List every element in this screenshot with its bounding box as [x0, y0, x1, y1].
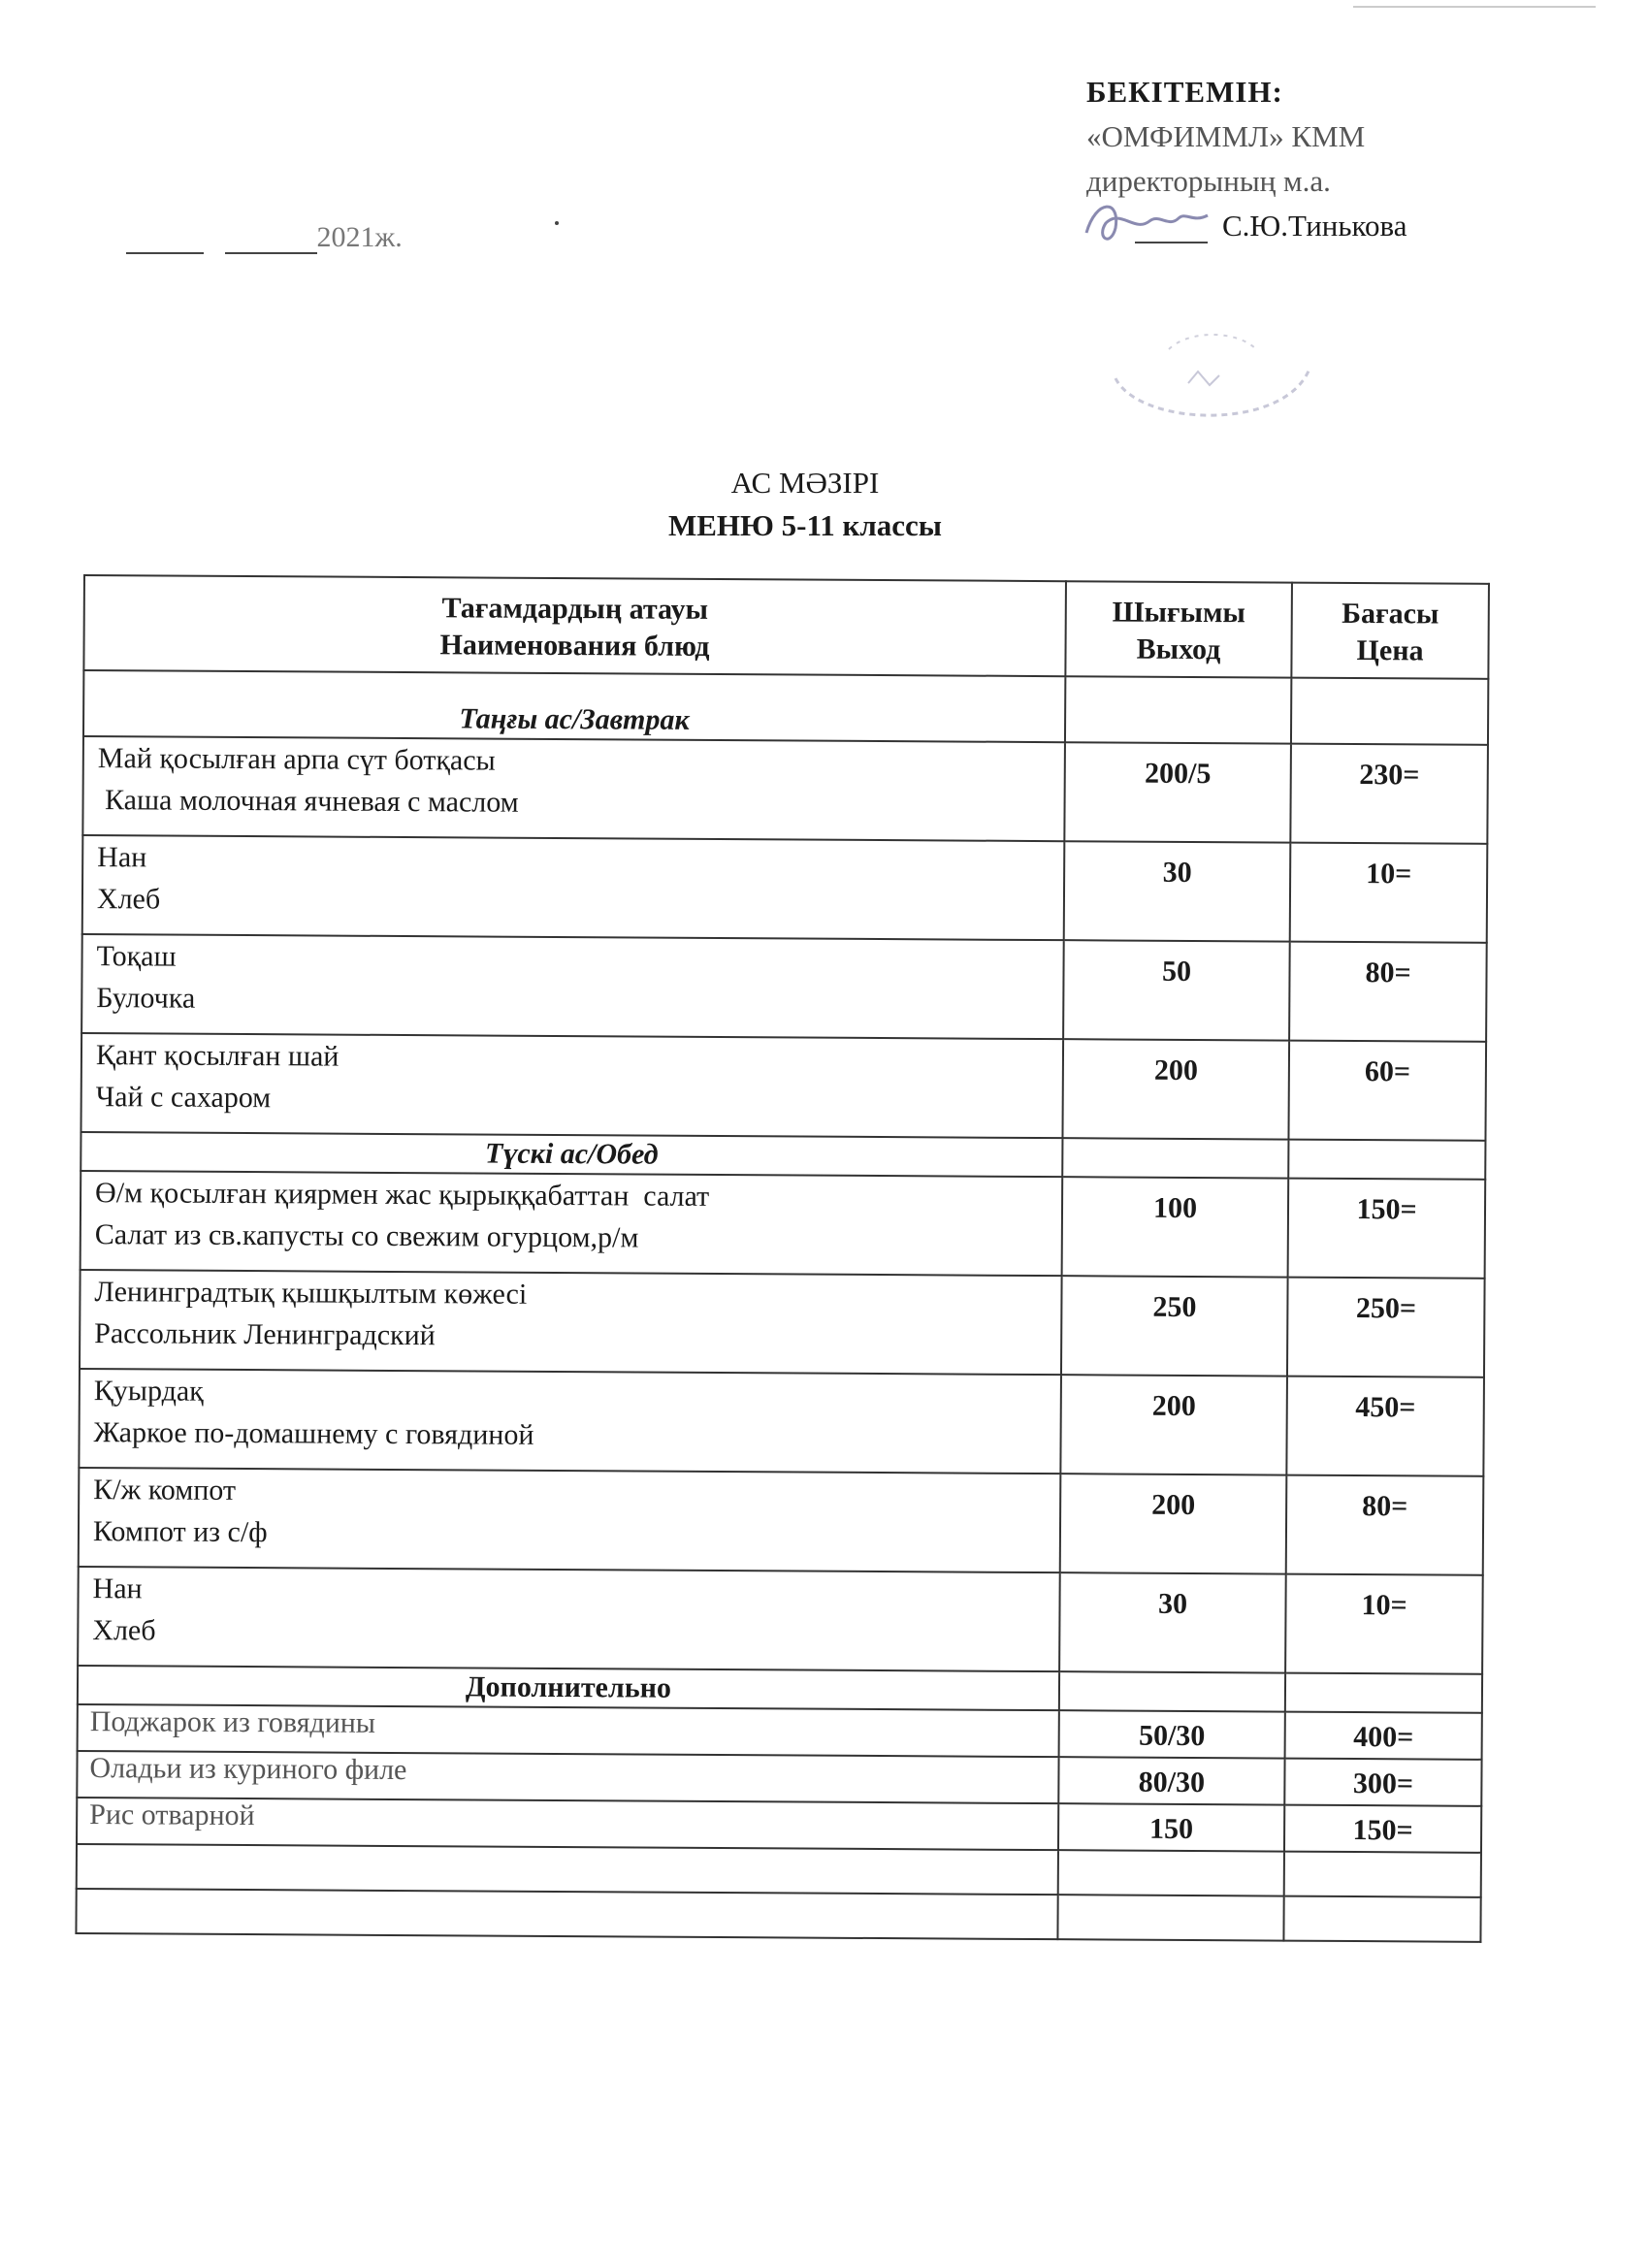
- empty-row: [76, 1889, 1480, 1942]
- table-row: [77, 1751, 1481, 1806]
- table-row: [78, 1704, 1482, 1760]
- section-empty-cell: [1291, 678, 1488, 745]
- dish-price: 60=: [1289, 1041, 1487, 1141]
- header-price-kz: Бағасы: [1342, 597, 1439, 631]
- table-row: [79, 1468, 1484, 1575]
- empty-cell: [76, 1889, 1057, 1939]
- dish-price: 250=: [1287, 1278, 1485, 1377]
- table-row: [81, 1171, 1486, 1279]
- header-dish-name: [83, 575, 1065, 676]
- dish-name-ru: Каша молочная ячневая с маслом: [97, 784, 519, 819]
- section-empty-cell: [1285, 1673, 1482, 1713]
- dish-name: Рис отварной: [77, 1798, 1058, 1850]
- section-title-lunch: Түскі ас/Обед: [81, 1132, 1062, 1177]
- empty-cell: [1057, 1895, 1283, 1940]
- dish-name: Оладьи из куриного филе: [77, 1751, 1058, 1803]
- empty-cell: [1284, 1852, 1481, 1897]
- dish-yield: 50: [1063, 940, 1290, 1040]
- dish-price: 450=: [1286, 1377, 1484, 1476]
- section-empty-cell: [1062, 1138, 1288, 1178]
- document-title: АС МӘЗІРІ: [730, 466, 880, 500]
- dish-name-cell: [81, 1171, 1062, 1276]
- table-header-row: [83, 575, 1489, 679]
- table-row: [81, 934, 1487, 1042]
- dish-name-cell: [81, 934, 1063, 1039]
- section-empty-cell: [1288, 1140, 1485, 1180]
- dish-name-cell: [82, 835, 1064, 940]
- table-row: [79, 1369, 1484, 1476]
- header-dish-name-kz: Тағамдардың атауы: [441, 592, 709, 626]
- dish-name-ru: Компот из с/ф: [92, 1515, 268, 1549]
- dish-name-kz: Май қосылған арпа сүт ботқасы: [97, 742, 496, 777]
- dish-price: 300=: [1284, 1759, 1481, 1806]
- section-title-breakfast: Таңғы ас/Завтрак: [83, 670, 1065, 742]
- empty-cell: [77, 1844, 1058, 1895]
- table-row: [77, 1798, 1481, 1853]
- dish-name-kz: Ленинградтық қышқылтым көжесі: [94, 1276, 528, 1311]
- dish-name-cell: [78, 1567, 1059, 1671]
- dish-name-cell: [80, 1270, 1061, 1375]
- dish-yield: 200: [1060, 1474, 1287, 1573]
- section-empty-cell: [1065, 676, 1292, 743]
- table-row: [82, 736, 1488, 844]
- table-row: [78, 1567, 1483, 1674]
- dish-name-kz: Қуырдақ: [93, 1375, 204, 1408]
- approval-block: [1086, 70, 1494, 243]
- dish-yield: 50/30: [1058, 1710, 1284, 1758]
- table-row: [80, 1270, 1485, 1377]
- dish-name-cell: [82, 736, 1064, 841]
- dish-name-kz: Нан: [97, 841, 147, 874]
- dish-yield: 150: [1058, 1803, 1284, 1851]
- signature-mark: [1077, 194, 1212, 252]
- approval-position: директорының м.а.: [1086, 164, 1331, 198]
- dish-yield: 200/5: [1064, 742, 1291, 842]
- dish-yield: 30: [1064, 841, 1291, 941]
- dish-price: 80=: [1289, 942, 1487, 1042]
- dish-price: 150=: [1288, 1179, 1486, 1279]
- section-title-extra: Дополнительно: [78, 1666, 1059, 1710]
- dish-name-kz: Тоқаш: [96, 940, 177, 973]
- dish-yield: 200: [1060, 1375, 1287, 1474]
- date-line: [126, 221, 403, 254]
- dish-price: 10=: [1290, 843, 1488, 943]
- table-row: [82, 835, 1488, 943]
- header-yield-kz: Шығымы: [1112, 596, 1246, 630]
- dish-yield: 100: [1061, 1177, 1288, 1277]
- dish-yield: 250: [1061, 1276, 1288, 1376]
- dish-name-ru: Салат из св.капусты со свежим огурцом,р/м: [94, 1218, 639, 1254]
- dish-price: 80=: [1286, 1475, 1484, 1575]
- signatory-name: С.Ю.Тинькова: [1222, 209, 1407, 243]
- date-year: 2021ж.: [316, 221, 403, 253]
- dish-name-kz: Нан: [92, 1572, 143, 1605]
- dish-name-ru: Хлеб: [96, 883, 161, 916]
- dish-name-ru: Чай с сахаром: [95, 1081, 272, 1115]
- dish-name-kz: Ө/м қосылған қиярмен жас қырыққабаттан салат: [95, 1177, 710, 1213]
- date-month-blank: [225, 225, 317, 254]
- dish-yield: 80/30: [1058, 1757, 1284, 1804]
- header-yield-ru: Выход: [1136, 632, 1221, 666]
- dish-yield: 200: [1062, 1039, 1289, 1139]
- dish-name-ru: Хлеб: [92, 1614, 156, 1647]
- approval-title: БЕКІТЕМІН:: [1086, 75, 1283, 109]
- dish-name-ru: Жаркое по-домашнему с говядиной: [93, 1416, 534, 1451]
- dish-name-ru: Рассольник Ленинградский: [94, 1317, 436, 1352]
- header-dish-name-ru: Наименования блюд: [439, 629, 710, 663]
- section-row-breakfast: [83, 670, 1488, 745]
- dish-name-kz: Қант қосылған шай: [95, 1039, 340, 1073]
- header-yield: [1065, 581, 1292, 677]
- header-price: [1291, 583, 1489, 679]
- ink-dot: [555, 221, 559, 225]
- header-price-ru: Цена: [1356, 634, 1424, 667]
- dish-yield: 30: [1059, 1572, 1286, 1672]
- dish-name-ru: Булочка: [96, 982, 196, 1015]
- dish-price: 230=: [1290, 744, 1488, 844]
- dish-price: 10=: [1285, 1574, 1483, 1674]
- document-subtitle: МЕНЮ 5-11 классы: [667, 508, 943, 542]
- approval-organization: «ОМФИММЛ» КММ: [1086, 119, 1366, 153]
- dish-name-cell: [81, 1033, 1062, 1138]
- section-empty-cell: [1059, 1671, 1285, 1711]
- dish-name-kz: К/ж компот: [93, 1474, 237, 1507]
- dish-price: 400=: [1285, 1712, 1482, 1760]
- empty-cell: [1283, 1896, 1480, 1942]
- dish-price: 150=: [1284, 1805, 1481, 1853]
- dish-name-cell: [79, 1369, 1060, 1474]
- menu-table: [75, 574, 1490, 1943]
- empty-cell: [1058, 1850, 1284, 1895]
- scan-edge-mark: [1353, 0, 1596, 8]
- stamp-mark: [1101, 291, 1324, 437]
- date-day-blank: [126, 225, 204, 254]
- dish-name-cell: [79, 1468, 1060, 1572]
- table-row: [81, 1033, 1486, 1141]
- dish-name: Поджарок из говядины: [78, 1704, 1059, 1757]
